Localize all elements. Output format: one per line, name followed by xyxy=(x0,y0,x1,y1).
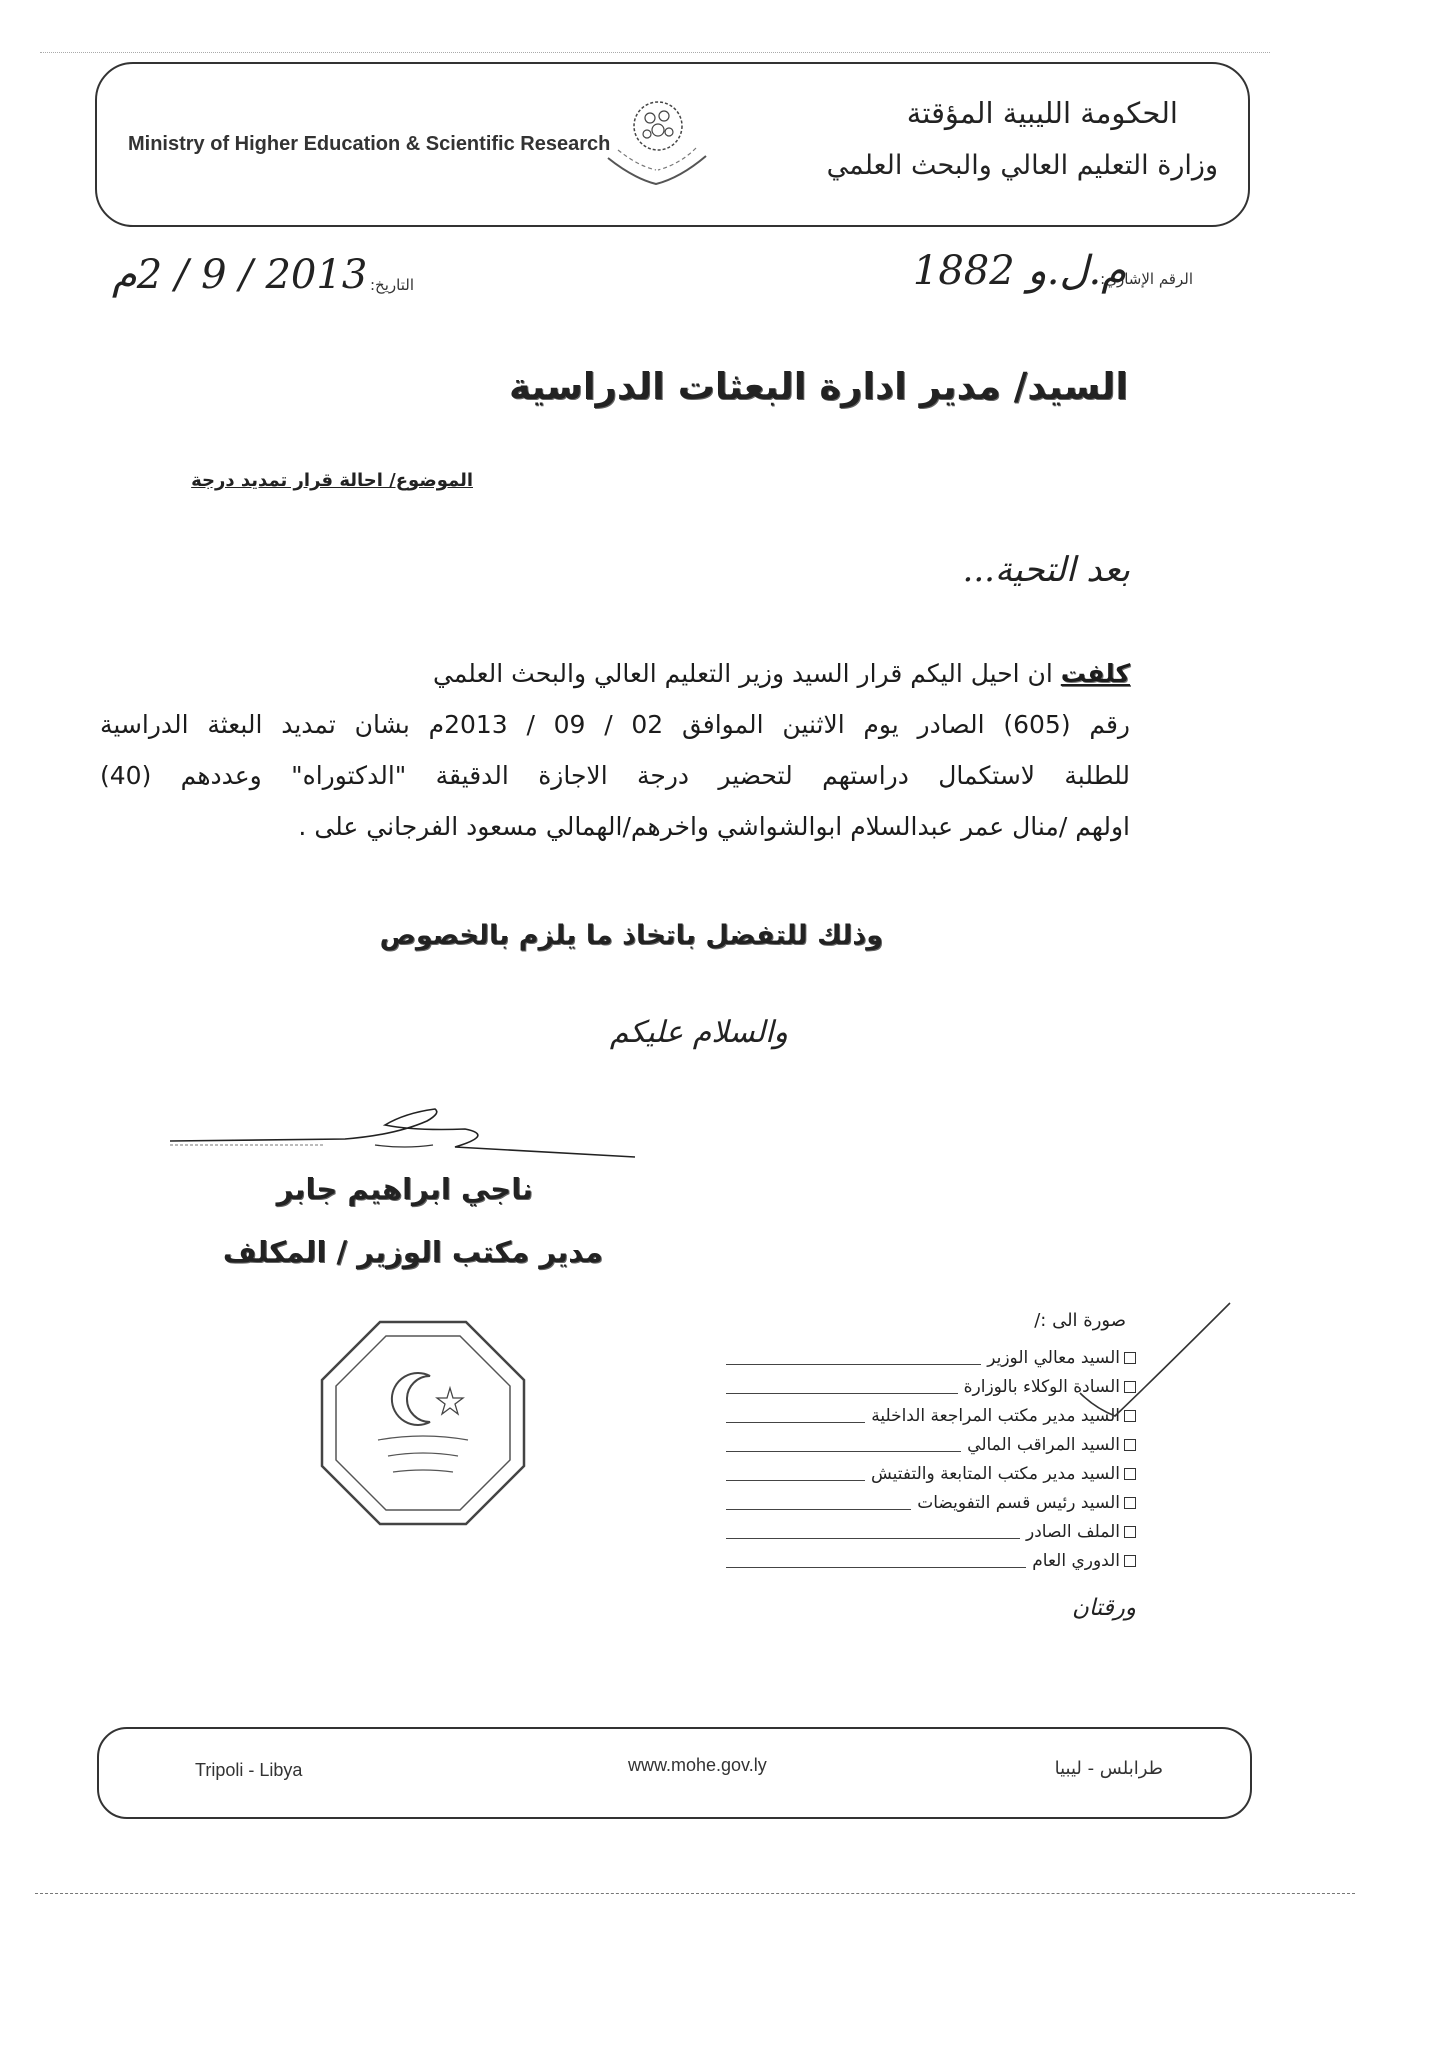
reference-number: م.ل.و 1882 xyxy=(912,248,1126,294)
signer-title: مدير مكتب الوزير / المكلف xyxy=(222,1235,603,1269)
cc-item-label: السيد معالي الوزير xyxy=(987,1347,1120,1368)
body-line-3: للطلبة لاستكمال دراستهم لتحضير درجة الاجازة الدقيقة "الدكتوراه" وعددهم (40) xyxy=(100,761,1130,790)
subject-line: الموضوع/ احالة قرار تمديد درجة xyxy=(191,470,473,491)
cc-item-label: الدوري العام xyxy=(1032,1550,1120,1571)
date-value: 2013 / 9 / 2م xyxy=(112,252,368,298)
body-lead-word: كلفت xyxy=(1060,659,1130,688)
cc-item xyxy=(716,1372,1136,1401)
cc-item xyxy=(716,1546,1136,1575)
cc-item xyxy=(716,1488,1136,1517)
signer-name: ناجي ابراهيم جابر xyxy=(276,1172,533,1206)
fill-line xyxy=(726,1524,1020,1539)
scan-edge-top xyxy=(40,52,1270,53)
body-line-1-text: ان احيل اليكم قرار السيد وزير التعليم العالي والبحث العلمي xyxy=(433,659,1053,688)
cc-item xyxy=(716,1343,1136,1372)
date-label: التاريخ: xyxy=(370,276,414,294)
ministry-name-arabic: وزارة التعليم العالي والبحث العلمي xyxy=(826,150,1218,181)
body-line-4: اولهم /منال عمر عبدالسلام ابوالشواشي واخرهم/الهمالي مسعود الفرجاني على . xyxy=(298,812,1130,841)
government-name-arabic: الحكومة الليبية المؤقتة xyxy=(906,96,1178,130)
cc-item-label: السيد رئيس قسم التفويضات xyxy=(917,1492,1120,1513)
footer-website: www.mohe.gov.ly xyxy=(628,1755,767,1775)
body-line-1 xyxy=(100,648,1130,699)
footer-city-arabic: طرابلس - ليبيا xyxy=(1054,1758,1163,1779)
official-stamp xyxy=(318,1318,528,1528)
handwritten-signature xyxy=(165,1105,645,1175)
checkbox-icon xyxy=(1124,1555,1136,1567)
handwritten-check-mark xyxy=(1075,1298,1235,1428)
fill-line xyxy=(726,1553,1026,1568)
cc-item-label: السيد مدير مكتب المراجعة الداخلية xyxy=(871,1405,1120,1426)
salutation: والسلام عليكم xyxy=(609,1015,788,1050)
greeting: بعد التحية... xyxy=(962,550,1130,590)
checkbox-icon xyxy=(1124,1526,1136,1538)
letter-body xyxy=(100,648,1130,852)
reference-label: الرقم الإشاري: xyxy=(1100,270,1193,288)
cc-item xyxy=(716,1459,1136,1488)
fill-line xyxy=(726,1495,911,1510)
ministry-name-english: Ministry of Higher Education & Scientific Research xyxy=(128,133,611,155)
cc-item xyxy=(716,1401,1136,1430)
checkbox-icon xyxy=(1124,1439,1136,1451)
ministry-logo-icon xyxy=(588,88,723,193)
attachment-note: ورقتان xyxy=(1071,1595,1136,1621)
cc-list xyxy=(716,1343,1136,1575)
cc-title: صورة الى :/ xyxy=(1034,1310,1126,1331)
fill-line xyxy=(726,1437,961,1452)
fill-line xyxy=(726,1350,981,1365)
addressee: السيد/ مدير ادارة البعثات الدراسية xyxy=(508,365,1128,408)
closing-sentence: وذلك للتفضل باتخاذ ما يلزم بالخصوص xyxy=(379,920,883,951)
body-line-2: رقم (605) الصادر يوم الاثنين الموافق 02 / 09 / 2013م بشان تمديد البعثة الدراسية xyxy=(100,710,1130,739)
footer-city-english: Tripoli - Libya xyxy=(195,1760,303,1780)
checkbox-icon xyxy=(1124,1468,1136,1480)
cc-item-label: السيد المراقب المالي xyxy=(967,1434,1120,1455)
cc-item xyxy=(716,1430,1136,1459)
scan-edge-bottom xyxy=(35,1893,1355,1894)
fill-line xyxy=(726,1466,865,1481)
fill-line xyxy=(726,1379,958,1394)
cc-item-label: السادة الوكلاء بالوزارة xyxy=(963,1376,1120,1397)
cc-item xyxy=(716,1517,1136,1546)
fill-line xyxy=(726,1408,865,1423)
cc-item-label: السيد مدير مكتب المتابعة والتفتيش xyxy=(870,1463,1120,1484)
cc-item-label: الملف الصادر xyxy=(1026,1521,1120,1542)
checkbox-icon xyxy=(1124,1497,1136,1509)
